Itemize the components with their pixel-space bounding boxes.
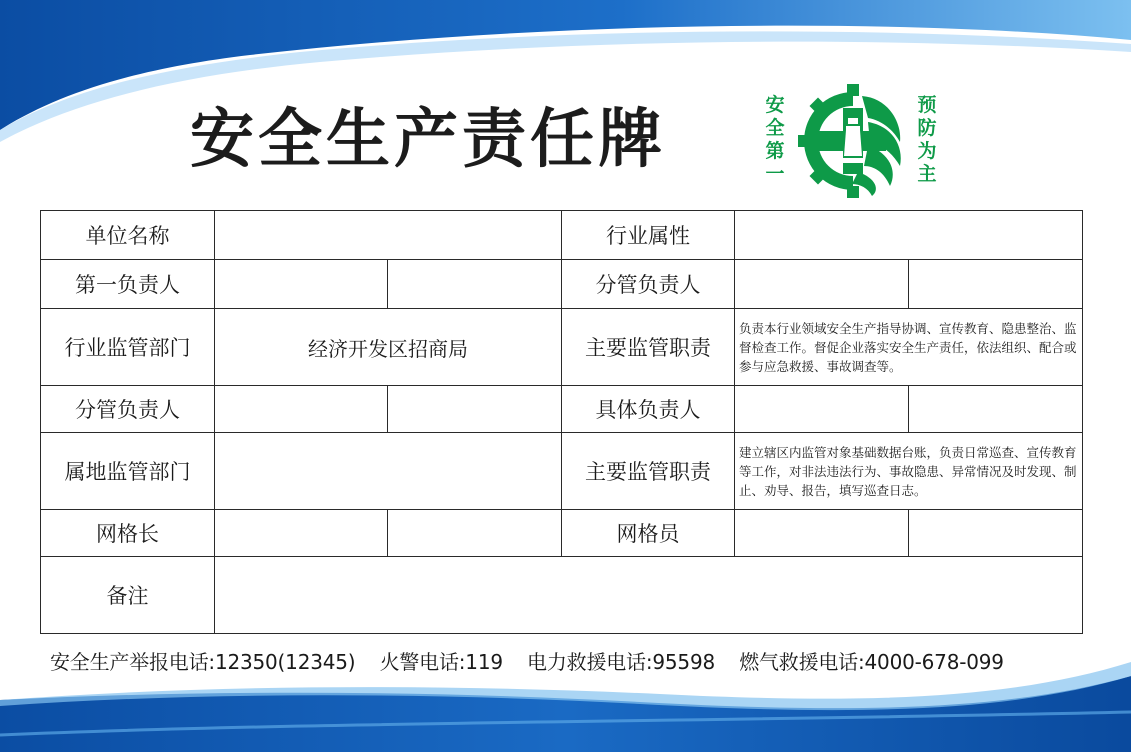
remarks-label: 备注 <box>41 557 215 634</box>
grid-leader-label: 网格长 <box>41 510 215 557</box>
grid-member-cell-2 <box>909 510 1083 557</box>
logo-right-text: 预防为主 <box>917 94 937 185</box>
grid-leader-cell-2 <box>388 510 562 557</box>
in-charge-label-2: 分管负责人 <box>41 386 215 433</box>
specific-responsible-cell-2 <box>909 386 1083 433</box>
unit-name-label: 单位名称 <box>41 211 215 260</box>
gear-cross-icon <box>796 82 910 200</box>
table-row <box>41 433 1083 510</box>
in-charge-2-cell-1 <box>215 386 388 433</box>
industry-dept-label: 行业监管部门 <box>41 309 215 386</box>
in-charge-label-1: 分管负责人 <box>562 260 735 309</box>
main-duty-text-1: 负责本行业领域安全生产指导协调、宣传教育、隐患整治、监督检查工作。督促企业落实安全生产责任，依法组织、配合或参与应急救援、事故调查等。 <box>735 309 1083 386</box>
safety-logo <box>760 82 945 200</box>
grid-leader-cell-1 <box>215 510 388 557</box>
first-responsible-label: 第一负责人 <box>41 260 215 309</box>
in-charge-2-cell-2 <box>388 386 562 433</box>
remarks-value <box>215 557 1083 634</box>
territorial-dept-value <box>215 433 562 510</box>
hotline-footer <box>50 647 1090 677</box>
main-duty-text-2: 建立辖区内监管对象基础数据台账，负责日常巡查、宣传教育等工作，对非法违法行为、事故隐患、异常情况及时发现、制止、劝导、报告，填写巡查日志。 <box>735 433 1083 510</box>
table-row <box>41 309 1083 386</box>
table-row <box>41 386 1083 433</box>
table-row <box>41 557 1083 634</box>
power-hotline: 电力救援电话:95598 <box>527 650 716 674</box>
responsibility-table <box>40 210 1083 634</box>
main-duty-label-1: 主要监管职责 <box>562 309 735 386</box>
specific-responsible-label: 具体负责人 <box>562 386 735 433</box>
table-row <box>41 510 1083 557</box>
in-charge-1-cell-1 <box>735 260 909 309</box>
unit-name-value <box>215 211 562 260</box>
territorial-dept-label: 属地监管部门 <box>41 433 215 510</box>
first-responsible-cell-2 <box>388 260 562 309</box>
in-charge-1-cell-2 <box>909 260 1083 309</box>
grid-member-label: 网格员 <box>562 510 735 557</box>
specific-responsible-cell-1 <box>735 386 909 433</box>
industry-attr-label: 行业属性 <box>562 211 735 260</box>
report-hotline: 安全生产举报电话:12350(12345) <box>50 650 356 674</box>
main-duty-label-2: 主要监管职责 <box>562 433 735 510</box>
table-row <box>41 260 1083 309</box>
industry-attr-value <box>735 211 1083 260</box>
industry-dept-value: 经济开发区招商局 <box>215 309 562 386</box>
logo-left-text: 安全第一 <box>765 94 785 185</box>
board-title: 安全生产责任牌 <box>190 102 666 177</box>
first-responsible-cell-1 <box>215 260 388 309</box>
fire-hotline: 火警电话:119 <box>379 650 503 674</box>
grid-member-cell-1 <box>735 510 909 557</box>
gas-hotline: 燃气救援电话:4000-678-099 <box>739 650 1004 674</box>
table-row <box>41 211 1083 260</box>
